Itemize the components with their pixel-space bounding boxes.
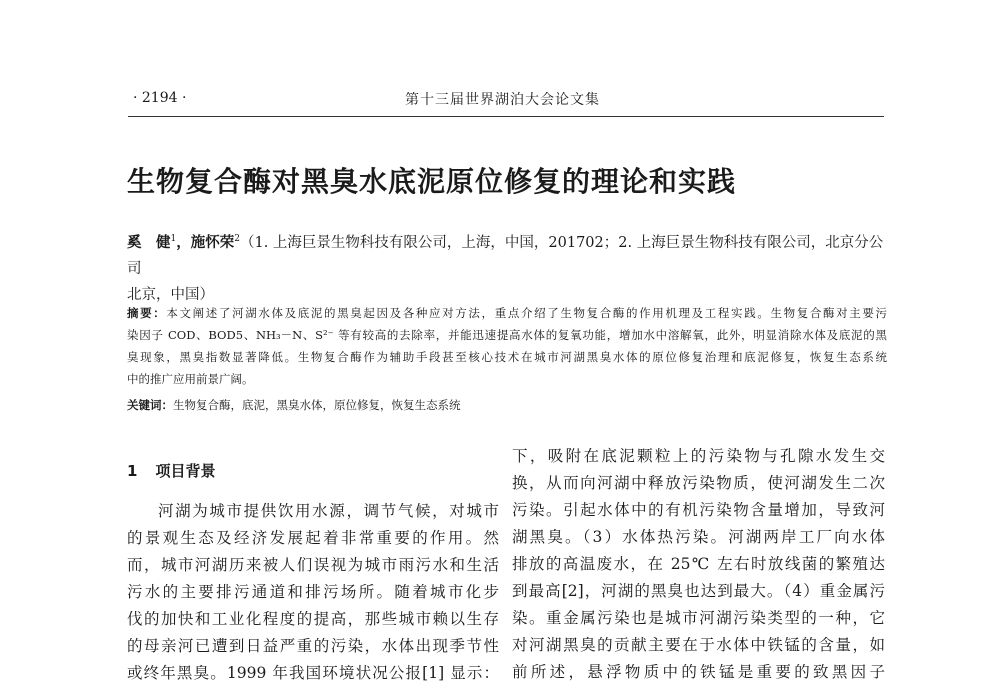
body-line: 河湖为城市提供饮用水源，调节气候，对城市 [158,502,499,520]
paper-title: 生物复合酶对黑臭水底泥原位修复的理论和实践 [127,165,737,198]
left-column [127,498,499,687]
body-line: 下，吸附在底泥颗粒上的污染物与孔隙水发生交 [512,447,885,465]
body-line: 伐的加快和工业化程度的提高，那些城市赖以生存 [127,610,499,628]
body-line: 而，城市河湖历来被人们误视为城市雨污水和生活 [127,556,499,574]
body-line: 染。重金属污染也是城市河湖污染类型的一种，它 [512,609,885,627]
author-2: 施怀荣 [190,233,235,251]
keywords-label: 关键词： [127,398,173,412]
affiliation-line-1: （1. 上海巨景生物科技有限公司，上海，中国，201702；2. 上海巨景生物科技有限公司，北京分公司 [127,234,884,277]
keywords-text: 生物复合酶，底泥，黑臭水体，原位修复，恢复生态系统 [173,398,461,412]
page-number: · 2194 · [133,90,187,106]
body-line: 的景观生态及经济发展起着非常重要的作用。然 [127,529,499,547]
body-line: 污染。引起水体中的有机污染物含量增加，导致河 [512,501,885,519]
journal-title: 第十三届世界湖泊大会论文集 [405,92,600,108]
author-block [127,226,887,308]
body-line: 的母亲河已遭到日益严重的污染，水体出现季节性 [127,637,499,655]
right-column [512,443,885,686]
author-2-affil: 2 [234,234,240,244]
keywords [127,394,887,416]
body-line: 到最高[2]，河湖的黑臭也达到最大。（4）重金属污 [512,582,885,600]
affiliation-line-2: 北京，中国） [127,286,214,303]
abstract-label: 摘要： [127,306,167,320]
body-line: 对河湖黑臭的贡献主要在于水体中铁锰的含量，如 [512,636,885,654]
author-separator: ， [176,233,191,251]
abstract [127,302,887,390]
body-line: 换，从而向河湖中释放污染物质，使河湖发生二次 [512,474,885,492]
abstract-line: 中的推广应用前景广阔。 [127,372,254,386]
author-1: 奚 健 [127,233,171,251]
body-line: 或终年黑臭。1999 年我国环境状况公报[1] 显示： [127,664,499,682]
body-line: 排放的高温废水，在 25℃ 左右时放线菌的繁殖达 [512,555,885,573]
body-line: 湖黑臭。（3）水体热污染。河湖两岸工厂向水体 [512,528,885,546]
section-title: 项目背景 [155,462,216,480]
abstract-line: 染因子 COD、BOD5、NH₃－N、S²⁻ 等有较高的去除率，并能迅速提高水体的复氧功能，增加水中溶解氧，此外，明显消除水体及底泥的黑 [127,328,887,342]
section-heading [127,460,215,481]
body-line: 污水的主要排污通道和排污场所。随着城市化步 [127,583,499,601]
abstract-line: 本文阐述了河湖水体及底泥的黑臭起因及各种应对方法，重点介绍了生物复合酶的作用机理及工程实践。生物复合酶对主要污 [166,306,888,320]
header-rule [128,116,884,117]
author-1-affil: 1 [170,234,177,244]
abstract-line: 臭现象，黑臭指数显著降低。生物复合酶作为辅助手段甚至核心技术在城市河湖黑臭水体的原位修复治理和底泥修复，恢复生态系统 [127,350,887,364]
section-number: 1 [127,462,138,480]
body-line: 前所述，悬浮物质中的铁锰是重要的致黑因子 [512,663,885,681]
